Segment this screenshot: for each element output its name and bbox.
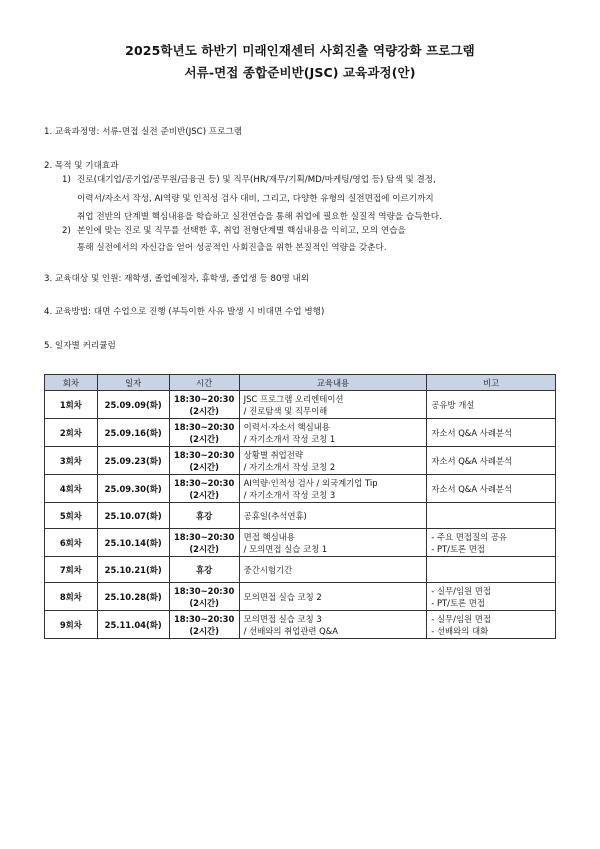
- round-cell: 6회차: [45, 529, 98, 557]
- time-cancelled: 휴강: [196, 510, 213, 521]
- time-range: 18:30~20:30: [173, 585, 235, 596]
- content-line: 상황별 취업전략: [243, 449, 303, 460]
- note-line: 자소서 Q&A 사례분석: [431, 427, 513, 438]
- content-cell: [239, 557, 427, 583]
- date-cell: 25.10.28(화): [97, 583, 169, 611]
- note-line: 자소서 Q&A 사례분석: [431, 483, 513, 494]
- content-line: / 자기소개서 작성 코칭 1: [243, 433, 336, 444]
- time-duration: (2시간): [189, 625, 219, 636]
- purpose-item-number: 1): [62, 175, 71, 185]
- content-line: 이력서·자소서 핵심내용: [243, 421, 330, 432]
- note-cell: [427, 503, 556, 529]
- date-cell: 25.11.04(화): [97, 611, 169, 639]
- time-duration: (2시간): [189, 405, 219, 416]
- header-date: 일자: [97, 375, 169, 391]
- content-cell: [239, 503, 427, 529]
- purpose-item-number: 2): [62, 226, 71, 236]
- purpose-item-line: 통해 실전에서의 자신감을 얻어 성공적인 사회진출을 위한 본질적인 역량을 갖춘다.: [77, 243, 387, 253]
- round-cell: 7회차: [45, 557, 98, 583]
- note-cell: [427, 529, 556, 557]
- time-duration: (2시간): [189, 597, 219, 608]
- date-cell: 25.09.30(화): [97, 475, 169, 503]
- content-cell: [239, 475, 427, 503]
- time-cell: [169, 475, 239, 503]
- time-cancelled: 휴강: [196, 564, 213, 575]
- table-row: [45, 583, 556, 611]
- round-cell: 8회차: [45, 583, 98, 611]
- time-range: 18:30~20:30: [173, 613, 235, 624]
- time-duration: (2시간): [189, 489, 219, 500]
- note-line: 공유방 개설: [431, 399, 475, 410]
- content-line: JSC 프로그램 오리엔테이션: [243, 393, 344, 404]
- date-cell: 25.09.23(화): [97, 447, 169, 475]
- time-range: 18:30~20:30: [173, 477, 235, 488]
- table-row: [45, 447, 556, 475]
- content-line: / 자기소개서 작성 코칭 3: [243, 489, 336, 500]
- content-line: 중간시험기간: [243, 564, 293, 575]
- date-cell: 25.10.14(화): [97, 529, 169, 557]
- time-cell: [169, 419, 239, 447]
- header-content: 교육내용: [239, 375, 427, 391]
- time-range: 18:30~20:30: [173, 449, 235, 460]
- time-cell: [169, 557, 239, 583]
- document-subtitle: 서류-면접 종합준비반(JSC) 교육과정(안): [184, 65, 416, 80]
- purpose-item-line: 취업 전반의 단계별 핵심내용을 학습하고 실전연습을 통해 취업에 필요한 실질적 역량을 습득한다.: [77, 212, 442, 222]
- content-line: AI역량·인적성 검사 / 외국계기업 Tip: [243, 477, 378, 488]
- table-row: [45, 611, 556, 639]
- section-purpose-heading: 2. 목적 및 기대효과: [44, 161, 119, 171]
- document-title: 2025학년도 하반기 미래인재센터 사회진출 역량강화 프로그램: [125, 43, 475, 58]
- round-cell: 3회차: [45, 447, 98, 475]
- content-cell: [239, 583, 427, 611]
- round-cell: 5회차: [45, 503, 98, 529]
- section-curriculum-heading: 5. 일자별 커리큘럼: [44, 341, 116, 351]
- time-cell: [169, 391, 239, 419]
- content-cell: [239, 447, 427, 475]
- content-cell: [239, 419, 427, 447]
- content-line: / 모의면접 실습 코칭 1: [243, 543, 328, 554]
- note-cell: [427, 611, 556, 639]
- note-cell: [427, 583, 556, 611]
- time-range: 18:30~20:30: [173, 421, 235, 432]
- purpose-item-line: 이력서/자소서 작성, AI역량 및 인적성 검사 대비, 그리고, 다양한 유형의 실전면접에 이르기까지: [77, 194, 434, 204]
- round-cell: 1회차: [45, 391, 98, 419]
- round-cell: 4회차: [45, 475, 98, 503]
- content-line: 면접 핵심내용: [243, 531, 295, 542]
- note-cell: [427, 419, 556, 447]
- note-line: - 실무/임원 면접: [431, 613, 491, 624]
- time-duration: (2시간): [189, 543, 219, 554]
- time-range: 18:30~20:30: [173, 531, 235, 542]
- purpose-item-line: 본인에 맞는 진로 및 직무를 선택한 후, 취업 전형단계별 핵심내용을 익히고, 모의 연습을: [77, 226, 406, 236]
- round-cell: 9회차: [45, 611, 98, 639]
- table-row: [45, 475, 556, 503]
- header-round: 회차: [45, 375, 98, 391]
- curriculum-table: [44, 374, 556, 639]
- content-line: 모의면접 실습 코칭 2: [243, 591, 322, 602]
- note-line: - 선배와의 대화: [431, 625, 489, 636]
- round-cell: 2회차: [45, 419, 98, 447]
- content-line: / 선배와의 취업관련 Q&A: [243, 625, 339, 636]
- time-cell: [169, 503, 239, 529]
- table-row: [45, 419, 556, 447]
- content-line: / 진로탐색 및 직무이해: [243, 405, 328, 416]
- time-range: 18:30~20:30: [173, 393, 235, 404]
- time-duration: (2시간): [189, 461, 219, 472]
- table-row: [45, 391, 556, 419]
- section-method: 4. 교육방법: 대면 수업으로 진행 (부득이한 사유 발생 시 비대면 수업 병행): [44, 307, 325, 317]
- content-cell: [239, 529, 427, 557]
- time-cell: [169, 529, 239, 557]
- purpose-item-line: 진로(대기업/공기업/공무원/금융권 등) 및 직무(HR/재무/기획/MD/마케팅/영업 등) 탐색 및 결정,: [77, 175, 436, 185]
- table-header-row: [45, 375, 556, 391]
- content-cell: [239, 611, 427, 639]
- date-cell: 25.09.09(화): [97, 391, 169, 419]
- content-line: / 자기소개서 작성 코칭 2: [243, 461, 336, 472]
- time-cell: [169, 583, 239, 611]
- note-line: - PT/토론 면접: [431, 543, 485, 554]
- table-row: [45, 529, 556, 557]
- note-cell: [427, 391, 556, 419]
- time-duration: (2시간): [189, 433, 219, 444]
- date-cell: 25.10.07(화): [97, 503, 169, 529]
- note-cell: [427, 475, 556, 503]
- note-cell: [427, 447, 556, 475]
- section-course-name: 1. 교육과정명: 서류-면접 실전 준비반(JSC) 프로그램: [44, 127, 242, 137]
- note-line: - PT/토론 면접: [431, 597, 485, 608]
- table-row: [45, 503, 556, 529]
- note-line: 자소서 Q&A 사례분석: [431, 455, 513, 466]
- content-cell: [239, 391, 427, 419]
- content-line: 모의면접 실습 코칭 3: [243, 613, 322, 624]
- time-cell: [169, 611, 239, 639]
- time-cell: [169, 447, 239, 475]
- note-cell: [427, 557, 556, 583]
- date-cell: 25.10.21(화): [97, 557, 169, 583]
- content-line: 공휴일(추석연휴): [243, 510, 307, 521]
- note-line: - 실무/임원 면접: [431, 585, 491, 596]
- header-time: 시간: [169, 375, 239, 391]
- table-row: [45, 557, 556, 583]
- note-line: - 주요 면접질의 공유: [431, 531, 508, 542]
- section-target: 3. 교육대상 및 인원: 재학생, 졸업예정자, 휴학생, 졸업생 등 80명 내외: [44, 274, 310, 284]
- header-note: 비고: [427, 375, 556, 391]
- date-cell: 25.09.16(화): [97, 419, 169, 447]
